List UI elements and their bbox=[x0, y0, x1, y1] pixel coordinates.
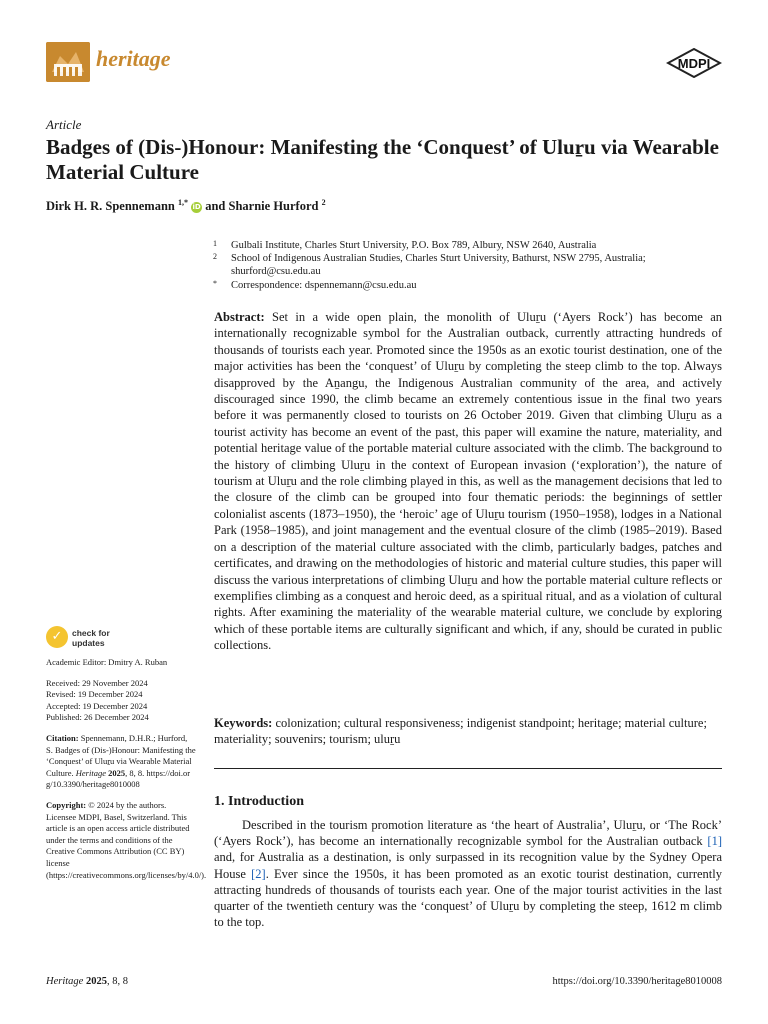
correspondence-text[interactable]: Correspondence: dspennemann@csu.edu.au bbox=[231, 279, 417, 291]
journal-name: heritage bbox=[96, 46, 171, 71]
mdpi-logo bbox=[666, 48, 722, 78]
affiliations bbox=[213, 239, 713, 292]
mdpi-logo-text: MDPI bbox=[677, 56, 711, 71]
affiliation-text: Gulbali Institute, Charles Sturt University, P.O. Box 789, Albury, NSW 2640, Australia bbox=[231, 240, 597, 251]
keywords bbox=[214, 715, 722, 748]
footer-doi-link[interactable]: https://doi.org/10.3390/heritage8010008 bbox=[552, 976, 722, 987]
accepted-date: Accepted: 19 December 2024 bbox=[46, 700, 148, 711]
received-date: Received: 29 November 2024 bbox=[46, 677, 148, 688]
reference-link[interactable]: [1] bbox=[707, 834, 722, 849]
citation-label: Citation: bbox=[46, 732, 79, 743]
check-updates-line1: check for bbox=[72, 628, 110, 638]
keywords-label: Keywords: bbox=[214, 716, 273, 730]
author-affiliation-marker: 1,* bbox=[177, 198, 188, 207]
keywords-text: colonization; cultural responsiveness; indigenist standpoint; heritage; material culture; materiality; souvenirs; tourism; uluṟu bbox=[214, 716, 707, 747]
colosseum-icon bbox=[46, 42, 90, 82]
affiliation-item bbox=[213, 252, 713, 278]
author-name[interactable]: Sharnie Hurford bbox=[228, 199, 319, 214]
check-for-updates-button[interactable] bbox=[46, 626, 146, 650]
author-line bbox=[46, 198, 326, 214]
body-text: . Ever since the 1950s, it has been promoted as an exotic tourist destination, currently attracting hundreds of thousands of tourists each year. One of the major tourist activities in the last quarter of the twentieth century was the ‘conquest’ of Uluṟu by completing the steep, 1612 m climb to the top. bbox=[214, 866, 722, 930]
article-title: Badges of (Dis-)Honour: Manifesting the ‘Conquest’ of Uluṟu via Wearable Material Culture bbox=[46, 135, 719, 184]
affiliation-item bbox=[213, 239, 713, 252]
copyright-text: © 2024 by the authors. Licensee MDPI, Basel, Switzerland. This article is an open access article distributed under the terms and conditions of the Creative Commons Attribution (CC BY) license (https://creativecommons.org/licenses/by/4.0/). bbox=[46, 799, 207, 880]
body-text: and, for Australia as a destination, is only surpassed in its recognition value by the Sydney Opera House bbox=[214, 850, 722, 881]
citation-doi-link[interactable]: https://doi.org/10.3390/heritage8010008 bbox=[46, 767, 191, 790]
footer-volume: , 8, 8 bbox=[106, 976, 128, 987]
reference-link[interactable]: [2] bbox=[251, 866, 266, 881]
citation-journal: Heritage bbox=[75, 767, 106, 778]
footer-year: 2025 bbox=[85, 976, 107, 987]
published-date: Published: 26 December 2024 bbox=[46, 712, 149, 723]
abstract-text: Set in a wide open plain, the monolith of Uluṟu (‘Ayers Rock’) has become an internationally recognizable symbol for the Australian outback, currently attracting hundreds of thousands of tourists each year. Promoted since the 1950s as an exotic tourist destination, one of the major activities has been the ‘conquest’ of Uluṟu by completing the steep climb to the top. Always disapproved by the Aṉangu, the Indigenous Australian community of the area, and actively discouraged since 1990, the climb became an extremely contentious issue in the final two years before it was permanently closed to tourists on 26 October 2019. Given that climbing Uluṟu as a tourist activity has become an event of the past, this paper will examine the nature, materiality, and potential heritage value of the portable material culture associated with the climb. The background to the history of climbing Uluṟu in the context of European invasion (‘exploration’), the nature of tourism at Uluṟu and the role climbing played in this, as well as the management decisions that led to the closure of the climb can be grouped into four thematic periods: the beginnings of settler colonialist ascents (1873–1950), the ‘heroic’ age of Uluṟu tourism (1950–1958), lodges in a National Park (1958–1985), and joint management and the eventual closure of the climb (1985–2019). Based on a description of the material culture associated with the climb, particularly badges, patches and certificates, and drawing on the methodologies of historic and material culture studies, this paper will discuss the various interpretations of climbing Uluṟu and how the portable material culture reflects or exemplifies climbing as a conquest and heroic deed, as a spiritual ritual, and as a violation of cultural rights. After examining the materiality of the wearable material culture, we conclude by exploring which of these portable items are culturally significant and which, if any, should be curated in public collections. bbox=[214, 310, 723, 653]
check-updates-label bbox=[72, 628, 110, 648]
author-affiliation-marker: 2 bbox=[321, 198, 326, 207]
abstract bbox=[214, 309, 722, 654]
section-divider bbox=[214, 768, 722, 769]
author-joiner: and bbox=[205, 199, 226, 214]
affiliation-marker: * bbox=[213, 278, 217, 288]
body-paragraph bbox=[214, 817, 722, 930]
citation-volume: , 8, 8. bbox=[125, 767, 145, 778]
check-updates-line2: updates bbox=[72, 638, 105, 648]
abstract-label: Abstract: bbox=[214, 310, 265, 324]
journal-logo bbox=[46, 42, 90, 82]
citation bbox=[46, 733, 196, 791]
citation-text: Spennemann, D.H.R.; Hurford, S. Badges of (Dis-)Honour: Manifesting the ‘Conquest’ of Uluṟu via Wearable Material Culture. bbox=[46, 732, 196, 778]
footer-journal: Heritage bbox=[46, 976, 84, 987]
affiliation-text: School of Indigenous Australian Studies, Charles Sturt University, Bathurst, NSW 2795, Australia; shurford@csu.edu.au bbox=[231, 253, 646, 278]
section-heading: 1. Introduction bbox=[214, 794, 304, 809]
body-text: Described in the tourism promotion literature as ‘the heart of Australia’, Uluṟu, or ‘The Rock’ (‘Ayers Rock’), has become an internationally recognizable symbol for the Australian outback bbox=[214, 818, 722, 849]
copyright-label: Copyright: bbox=[46, 799, 87, 810]
affiliation-item bbox=[213, 279, 713, 292]
copyright bbox=[46, 799, 207, 881]
affiliation-marker: 2 bbox=[213, 252, 217, 262]
revised-date: Revised: 19 December 2024 bbox=[46, 689, 143, 700]
affiliation-marker: 1 bbox=[213, 239, 217, 248]
article-type: Article bbox=[46, 117, 82, 132]
footer-citation bbox=[46, 976, 128, 987]
article-info-sidebar bbox=[46, 657, 207, 881]
orcid-icon[interactable]: iD bbox=[192, 203, 201, 212]
academic-editor: Academic Editor: Dmitry A. Ruban bbox=[46, 657, 168, 667]
checkmark-icon: ✓ bbox=[46, 626, 68, 648]
citation-year: 2025 bbox=[108, 767, 126, 778]
author-name[interactable]: Dirk H. R. Spennemann bbox=[46, 199, 175, 214]
